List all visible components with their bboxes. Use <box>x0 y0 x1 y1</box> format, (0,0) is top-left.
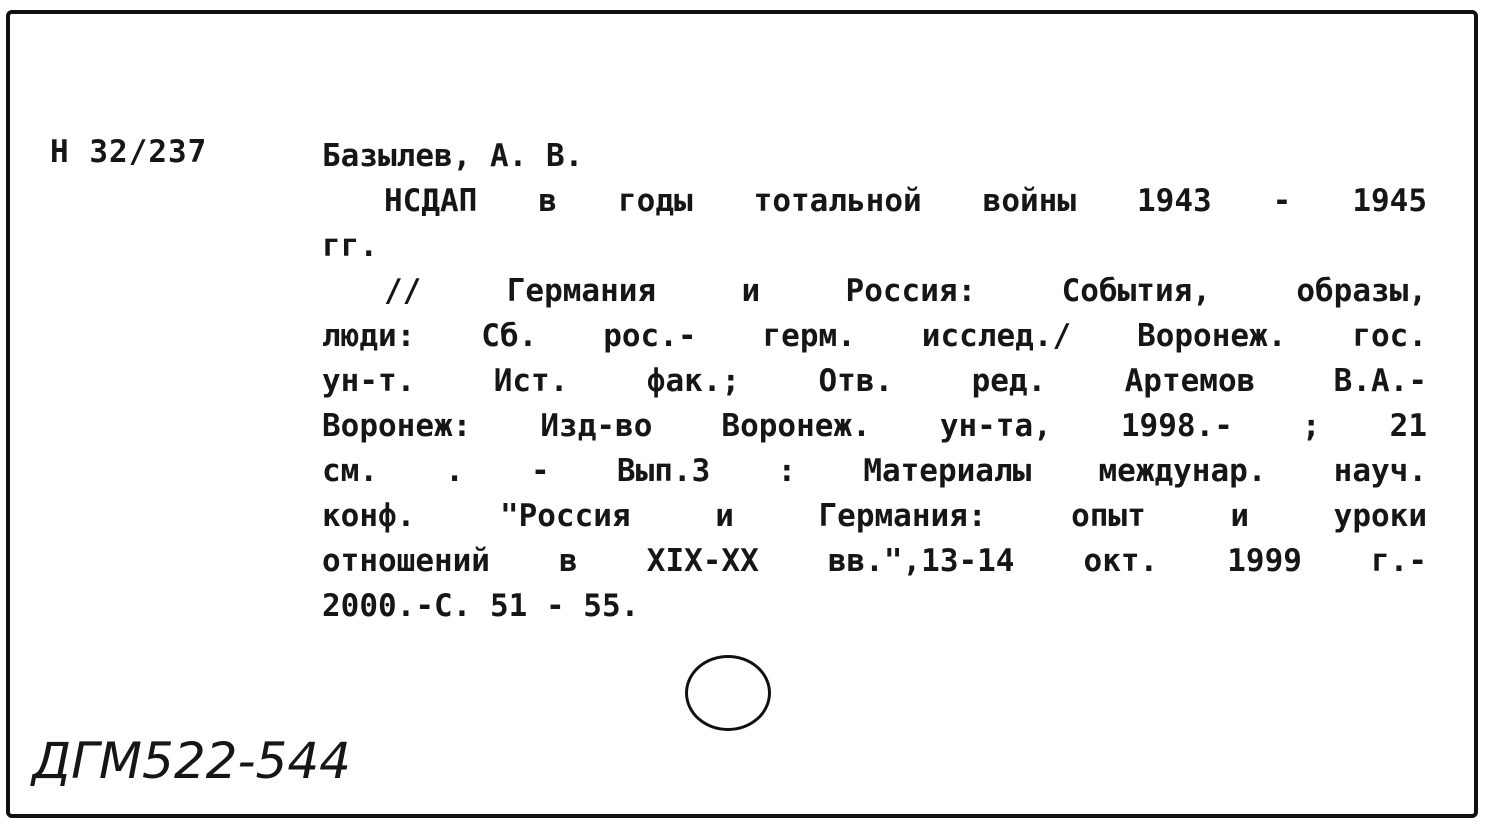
punch-hole <box>685 655 771 731</box>
series-line: см. . - Вып.3 : Материалы междунар. науч. <box>322 453 1427 489</box>
bibliographic-description <box>322 134 1427 629</box>
source-line: ун-т. Ист. фак.; Отв. ред. Артемов В.А.- <box>322 363 1427 399</box>
source-line: // Германия и Россия: События, образы, <box>384 273 1427 309</box>
series-line: конф. "Россия и Германия: опыт и уроки <box>322 498 1427 534</box>
author-line: Базылев, А. В. <box>322 138 584 174</box>
series-line: отношений в XIX-XX вв.",13-14 окт. 1999 г.- <box>322 543 1427 579</box>
imprint-line: Воронеж: Изд-во Воронеж. ун-та, 1998.- ; 21 <box>322 408 1427 444</box>
handwritten-inventory-number <box>28 728 408 798</box>
handwritten-inventory-svg <box>28 728 408 798</box>
source-line: люди: Сб. рос.- герм. исслед./ Воронеж. гос. <box>322 318 1427 354</box>
pages-line: 2000.-С. 51 - 55. <box>322 588 640 624</box>
shelfmark: Н 32/237 <box>50 134 208 170</box>
title-line: НСДАП в годы тотальной войны 1943 - 1945 <box>384 183 1427 219</box>
title-line-continued: гг. <box>322 228 378 264</box>
inventory-number-text: ДГМ522-544 <box>32 732 351 790</box>
